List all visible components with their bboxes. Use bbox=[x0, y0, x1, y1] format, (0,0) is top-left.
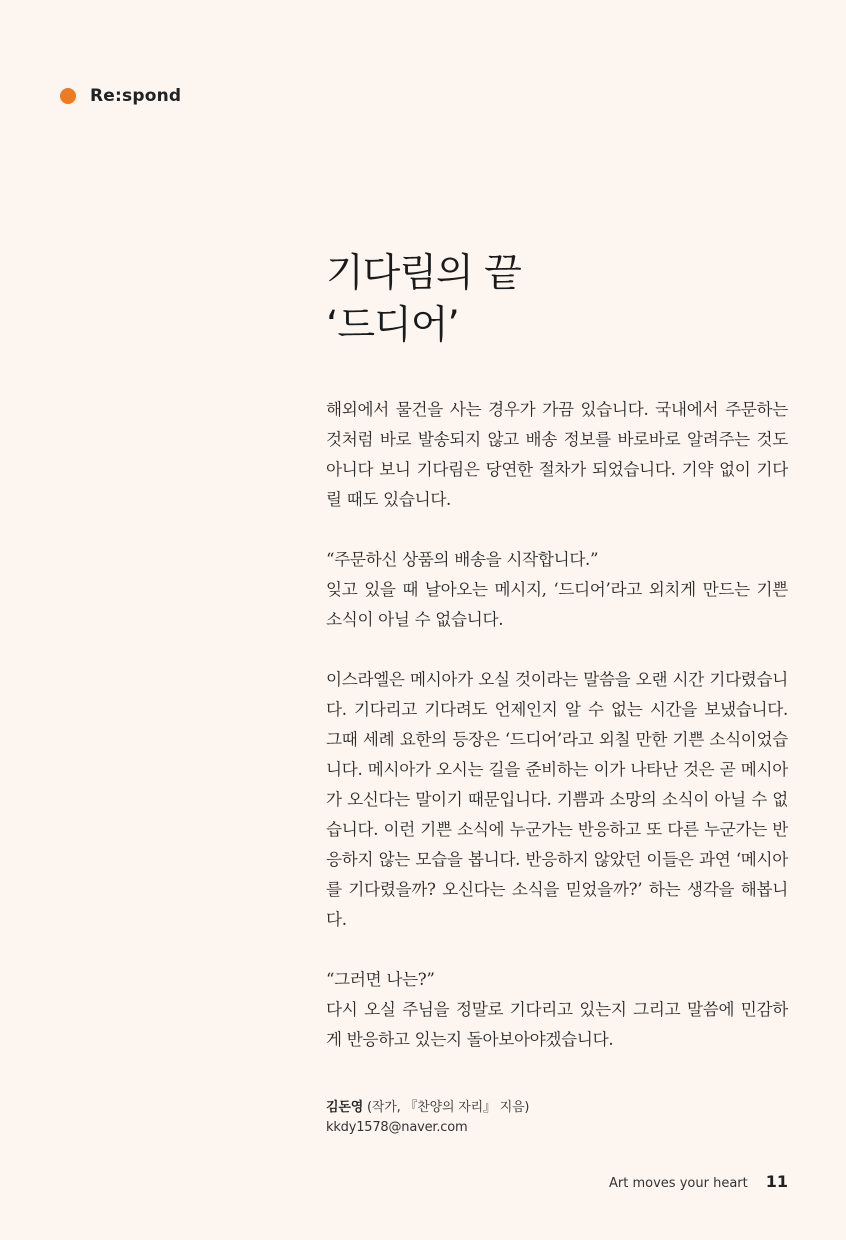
paragraph-6: 다시 오실 주님을 정말로 기다리고 있는지 그리고 말씀에 민감하게 반응하고 있는지 돌아보아야겠습니다. bbox=[326, 1000, 788, 1049]
title-line-2: ‘드디어’ bbox=[326, 303, 459, 348]
page-number: 11 bbox=[765, 1172, 788, 1191]
author-name: 김돈영 bbox=[326, 1100, 364, 1115]
question-line: “그러면 나는?” bbox=[326, 970, 435, 989]
author-email: kkdy1578@naver.com bbox=[326, 1120, 468, 1135]
page-footer bbox=[609, 1172, 788, 1191]
article-title bbox=[326, 248, 796, 352]
title-line-1: 기다림의 끝 bbox=[326, 251, 521, 296]
paragraph-4: 이스라엘은 메시아가 오실 것이라는 말씀을 오랜 시간 기다렸습니다. 기다리고 기다려도 언제인지 알 수 없는 시간을 보냈습니다. 그때 세례 요한의 등장은 ‘드디어’라고 외칠 만한 기쁜 소식이었습니다. 메시아가 오시는 길을 준비하는 이가 나타난 것은 곧 메시아가 오신다는 말이기 때문입니다. 기쁨과 소망의 소식이 아닐 수 없습니다. 이런 기쁜 소식에 누군가는 반응하고 또 다른 누군가는 반응하지 않는 모습을 봅니다. 반응하지 않았던 이들은 과연 ‘메시아를 기다렸을까? 오신다는 소식을 믿었을까?’ 하는 생각을 해봅니다. bbox=[326, 670, 788, 929]
quote-line: “주문하신 상품의 배송을 시작합니다.” bbox=[326, 550, 599, 569]
paragraph-1: 해외에서 물건을 사는 경우가 가끔 있습니다. 국내에서 주문하는 것처럼 바로 발송되지 않고 배송 정보를 바로바로 알려주는 것도 아니다 보니 기다림은 당연한 절차가 되었습니다. 기약 없이 기다릴 때도 있습니다. bbox=[326, 400, 788, 509]
section-dot-icon bbox=[60, 88, 76, 104]
section-label: Re:spond bbox=[90, 86, 182, 106]
paragraph-2 bbox=[326, 545, 788, 575]
author-block bbox=[326, 1098, 529, 1138]
author-description: (작가, 『찬양의 자리』 지음) bbox=[363, 1100, 530, 1115]
author-credit bbox=[326, 1098, 529, 1118]
paragraph-5 bbox=[326, 965, 788, 995]
paragraph-3: 잊고 있을 때 날아오는 메시지, ‘드디어’라고 외치게 만드는 기쁜 소식이 아닐 수 없습니다. bbox=[326, 580, 788, 629]
section-tag bbox=[60, 86, 181, 106]
footer-tagline: Art moves your heart bbox=[609, 1176, 748, 1191]
article-body bbox=[326, 395, 788, 1055]
